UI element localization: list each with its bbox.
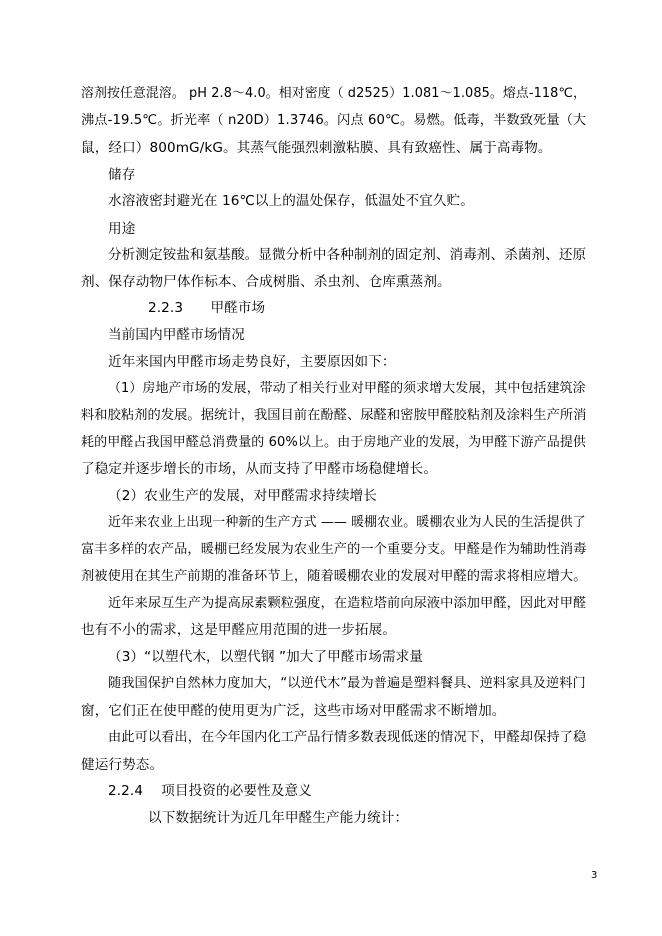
text-line: 溶剂按任意混溶。 pH 2.8～4.0。相对密度（ d2525）1.081～1.085。熔点-118℃，: [81, 86, 586, 101]
text-line: 剂被使用在其生产前期的准备环节上，随着暖棚农业的发展对甲醛的需求将相应增大。: [81, 569, 587, 584]
section-heading-2-2-4: 2.2.4 项目投资的必要性及意义: [108, 783, 312, 799]
section-heading-2-2-3: 2.2.3 甲醛市场: [148, 300, 266, 316]
text-line: 富丰多样的农产品，暖棚已经发展为农业生产的一个重要分支。甲醛是作为辅助性消毒: [81, 542, 587, 557]
text-line: （3）“以塑代木，以塑代钢 ”加大了甲醛市场需求量: [108, 649, 424, 665]
text-line: 随我国保护自然林力度加大，“以逆代木”最为普遍是塑料餐具、逆料家具及逆料门: [108, 676, 586, 691]
text-line: 以下数据统计为近几年甲醛生产能力统计：: [148, 810, 409, 826]
text-line: 窗，它们正在使甲醛的使用更为广泛，这些市场对甲醛需求不断增加。: [81, 703, 506, 719]
text-line: 由此可以看出，在今年国内化工产品行情多数表现低迷的情况下，甲醛却保持了稳: [108, 730, 587, 745]
subheading: 当前国内甲醛市场情况: [108, 327, 245, 343]
text-line: 剂、保存动物尸体作标本、合成树脂、杀虫剂、仓库熏蒸剂。: [81, 274, 451, 290]
text-line: 分析测定铵盐和氨基酸。显微分析中各种制剂的固定剂、消毒剂、杀菌剂、还原: [108, 247, 587, 263]
text-line: 水溶液密封避光在 16℃以上的温处保存，低温处不宜久贮。: [108, 193, 474, 209]
text-line: 料和胶粘剂的发展。据统计，我国目前在酚醛、尿醛和密胺甲醛胶粘剂及涂料生产所消: [81, 408, 587, 423]
text-line: （2）农业生产的发展，对甲醛需求持续增长: [108, 488, 377, 504]
text-line: 沸点-19.5℃。折光率（ n20D）1.3746。闪点 60℃。易燃。低毒，半数致死量（大: [81, 113, 587, 128]
section-heading-storage: 储存: [108, 167, 136, 183]
page-number: 3: [591, 870, 598, 881]
text-line: 近年来尿互生产为提高尿素颗粒强度，在造粒塔前向尿液中添加甲醛，因此对甲醛: [108, 596, 587, 611]
text-line: 了稳定并逐步增长的市场，从而支持了甲醛市场稳健增长。: [81, 461, 438, 477]
text-line: 近年来农业上出现一种新的生产方式 —— 暖棚农业。暖棚农业为人民的生活提供了: [108, 515, 586, 530]
text-line: 也有不小的需求，这是甲醛应用范围的进一步拓展。: [81, 622, 396, 638]
text-line: 鼠，经口）800mG/kG。其蒸气能强烈刺激粘膜、具有致癌性、属于高毒物。: [81, 140, 552, 156]
text-line: 耗的甲醛占我国甲醛总消费量的 60%以上。由于房地产业的发展，为甲醛下游产品提供: [81, 435, 587, 450]
text-line: （1）房地产市场的发展，带动了相关行业对甲醛的须求增大发展，其中包括建筑涂: [108, 381, 586, 396]
text-line: 健运行势态。: [81, 757, 164, 773]
text-line: 近年来国内甲醛市场走势良好，主要原因如下：: [108, 354, 396, 370]
section-heading-usage: 用途: [108, 221, 136, 237]
